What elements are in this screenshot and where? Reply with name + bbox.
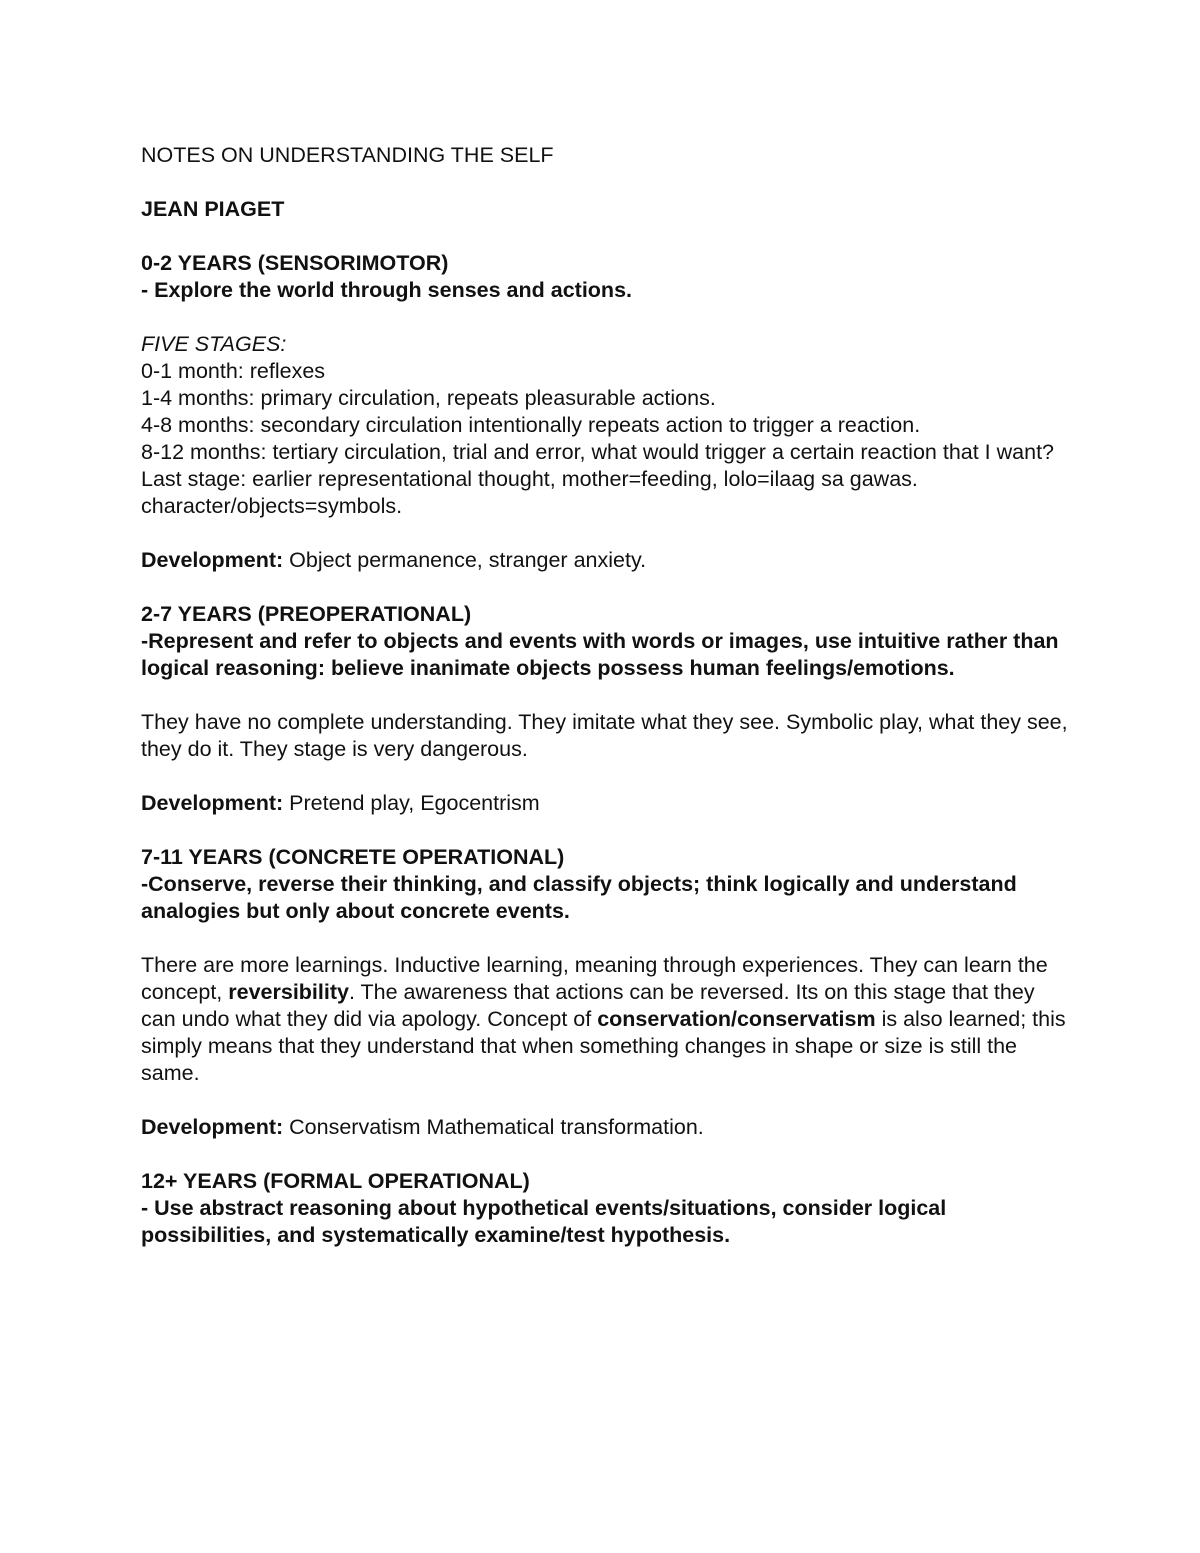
author-heading: JEAN PIAGET bbox=[141, 197, 285, 221]
sensorimotor-summary: - Explore the world through senses and actions. bbox=[141, 278, 632, 302]
formal-heading: 12+ YEARS (FORMAL OPERATIONAL) bbox=[141, 1169, 530, 1193]
formal-summary: - Use abstract reasoning about hypothetical events/situations, consider logical possibilities, and systematically examine/test hypothesis. bbox=[141, 1196, 947, 1247]
preoperational-development bbox=[141, 790, 1071, 817]
document-page bbox=[141, 142, 1071, 1249]
concrete-heading: 7-11 YEARS (CONCRETE OPERATIONAL) bbox=[141, 845, 565, 869]
sensorimotor-development bbox=[141, 547, 1071, 574]
spacer bbox=[141, 925, 1071, 952]
concrete-summary: -Conserve, reverse their thinking, and classify objects; think logically and understand analogies but only about concrete events. bbox=[141, 872, 1017, 923]
stage-item: 8-12 months: tertiary circulation, trial and error, what would trigger a certain reaction that I want? bbox=[141, 440, 1054, 464]
stage-item: 4-8 months: secondary circulation intentionally repeats action to trigger a reaction. bbox=[141, 413, 921, 437]
term-conservation: conservation/conservatism bbox=[597, 1007, 876, 1031]
spacer bbox=[141, 1087, 1071, 1114]
development-label: Development: bbox=[141, 1115, 284, 1139]
stage-item: 0-1 month: reflexes bbox=[141, 359, 326, 383]
body-text: is also learned; this simply means that they understand that when something changes in shape or size is still the same. bbox=[141, 1007, 1066, 1085]
stage-item: Last stage: earlier representational thought, mother=feeding, lolo=ilaag sa gawas. character/objects=symbols. bbox=[141, 467, 918, 518]
spacer bbox=[141, 520, 1071, 547]
development-text: Conservatism Mathematical transformation. bbox=[283, 1115, 704, 1139]
spacer bbox=[141, 169, 1071, 196]
development-label: Development: bbox=[141, 791, 284, 815]
sensorimotor-heading: 0-2 YEARS (SENSORIMOTOR) bbox=[141, 251, 449, 275]
spacer bbox=[141, 1141, 1071, 1168]
document-title: NOTES ON UNDERSTANDING THE SELF bbox=[141, 143, 554, 167]
body-text: There are more learnings. Inductive learning, meaning through experiences. They can learn the concept, bbox=[141, 953, 1048, 1004]
spacer bbox=[141, 304, 1071, 331]
concrete-body bbox=[141, 952, 1071, 1087]
five-stages-label: FIVE STAGES: bbox=[141, 332, 287, 356]
preoperational-heading: 2-7 YEARS (PREOPERATIONAL) bbox=[141, 602, 472, 626]
stage-item: 1-4 months: primary circulation, repeats pleasurable actions. bbox=[141, 386, 716, 410]
spacer bbox=[141, 682, 1071, 709]
spacer bbox=[141, 223, 1071, 250]
spacer bbox=[141, 574, 1071, 601]
spacer bbox=[141, 817, 1071, 844]
term-reversibility: reversibility bbox=[228, 980, 349, 1004]
development-label: Development: bbox=[141, 548, 284, 572]
development-text: Object permanence, stranger anxiety. bbox=[283, 548, 647, 572]
spacer bbox=[141, 763, 1071, 790]
body-text: . The awareness that actions can be reversed. Its on this stage that they can undo what they did via apology. Concept of bbox=[141, 980, 1035, 1031]
preoperational-summary: -Represent and refer to objects and events with words or images, use intuitive rather than logical reasoning: believe inanimate objects possess human feelings/emotions. bbox=[141, 629, 1059, 680]
development-text: Pretend play, Egocentrism bbox=[283, 791, 540, 815]
concrete-development bbox=[141, 1114, 1071, 1141]
preoperational-body: They have no complete understanding. They imitate what they see. Symbolic play, what they see, they do it. They stage is very dangerous. bbox=[141, 710, 1068, 761]
